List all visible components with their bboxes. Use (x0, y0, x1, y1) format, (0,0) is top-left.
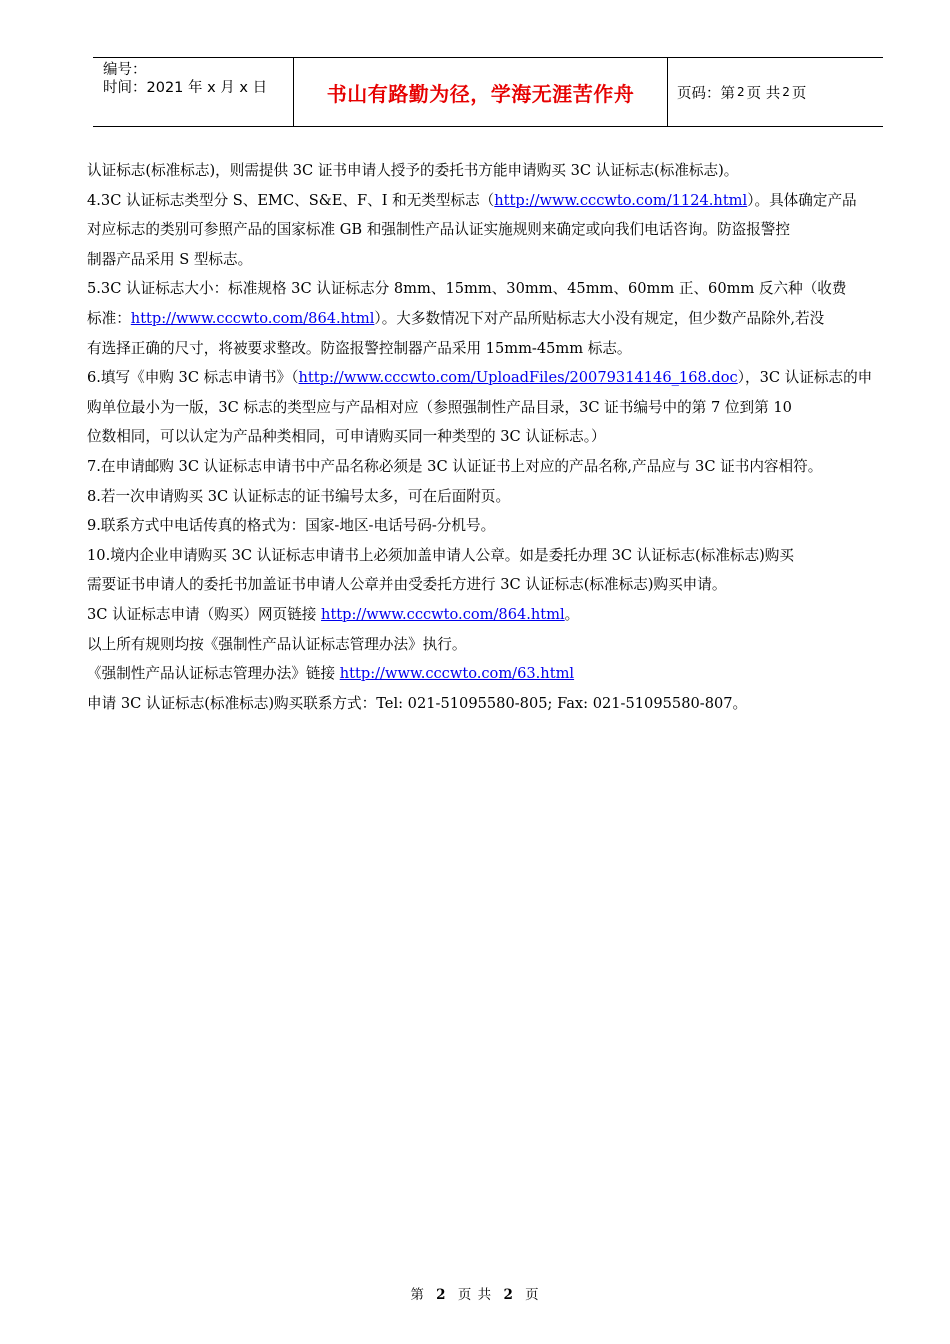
body-line (87, 304, 907, 334)
header-page-mid: 页 共 (746, 85, 781, 102)
document-body (87, 156, 907, 718)
link-application-doc[interactable]: http://www.cccwto.com/UploadFiles/20079314146_168.doc (298, 369, 738, 387)
link-864-fee[interactable]: http://www.cccwto.com/864.html (130, 309, 375, 327)
body-line (87, 659, 907, 689)
header-page-prefix: 页码：第 (677, 85, 735, 102)
body-text: 《强制性产品认证标志管理办法》链接 (87, 665, 340, 683)
header-motto-cell (294, 58, 668, 126)
document-number-label: 编号： (103, 62, 147, 78)
body-line (87, 363, 907, 393)
link-63[interactable]: http://www.cccwto.com/63.html (339, 665, 575, 683)
body-line: 有选择正确的尺寸，将被要求整改。防盗报警控制器产品采用 15mm-45mm 标志。 (87, 339, 632, 357)
footer-page-total: 2 (503, 1287, 514, 1303)
header-page-current: 2 (737, 85, 745, 99)
document-header (93, 57, 883, 127)
header-meta-cell (93, 58, 294, 126)
body-line: 5.3C 认证标志大小：标准规格 3C 认证标志分 8mm、15mm、30mm、45mm、60mm 正、60mm 反六种（收费 (87, 280, 847, 298)
footer-page-current: 2 (436, 1287, 447, 1303)
body-line: 需要证书申请人的委托书加盖证书申请人公章并由受委托方进行 3C 认证标志(标准标志)购买申请。 (87, 576, 727, 594)
body-line: 8.若一次申请购买 3C 认证标志的证书编号太多，可在后面附页。 (87, 487, 511, 505)
body-line (87, 186, 907, 216)
body-text: 6.填写《申购 3C 标志申请书》（ (87, 369, 299, 387)
body-text: 4.3C 认证标志类型分 S、EMC、S&E、F、I 和无类型标志（ (87, 191, 495, 209)
body-line: 位数相同，可以认定为产品种类相同，可申请购买同一种类型的 3C 认证标志。） (87, 428, 606, 446)
body-line (87, 600, 907, 630)
link-864-apply[interactable]: http://www.cccwto.com/864.html (321, 605, 565, 623)
document-time-label: 时间：2021 年 x 月 x 日 (103, 80, 268, 96)
body-text: ）。大多数情况下对产品所贴标志大小没有规定，但少数产品除外,若没 (374, 309, 825, 327)
body-text: 。 (564, 605, 580, 623)
body-line: 认证标志(标准标志)，则需提供 3C 证书申请人授予的委托书方能申请购买 3C 认证标志(标准标志)。 (87, 162, 739, 179)
body-line: 申请 3C 认证标志(标准标志)购买联系方式：Tel: 021-51095580-805; Fax: 021-51095580-807。 (87, 694, 748, 712)
body-text: 标准： (87, 309, 131, 327)
body-line: 制器产品采用 S 型标志。 (87, 250, 253, 268)
body-line: 购单位最小为一版，3C 标志的类型应与产品相对应（参照强制性产品目录，3C 证书编号中的第 7 位到第 10 (87, 398, 792, 416)
body-line: 以上所有规则均按《强制性产品认证标志管理办法》执行。 (87, 635, 467, 653)
body-text: ），3C 认证标志的申 (737, 369, 873, 387)
body-text: ）。具体确定产品 (747, 191, 857, 209)
body-text: 3C 认证标志申请（购买）网页链接 (87, 605, 322, 623)
body-line: 9.联系方式中电话传真的格式为：国家-地区-电话号码-分机号。 (87, 517, 496, 535)
body-line: 10.境内企业申请购买 3C 认证标志申请书上必须加盖申请人公章。如是委托办理 3C 认证标志(标准标志)购买 (87, 546, 794, 564)
footer-suffix: 页 (525, 1287, 540, 1303)
footer-mid: 页 共 (457, 1287, 493, 1303)
header-page-suffix: 页 (791, 85, 807, 102)
link-1124[interactable]: http://www.cccwto.com/1124.html (494, 191, 748, 209)
header-page-cell (668, 58, 883, 126)
header-motto: 书山有路勤为径，学海无涯苦作舟 (326, 81, 635, 106)
body-line: 对应标志的类别可参照产品的国家标准 GB 和强制性产品认证实施规则来确定或向我们电话咨询。防盗报警控 (87, 221, 790, 239)
body-line: 7.在申请邮购 3C 认证标志申请书中产品名称必须是 3C 认证证书上对应的产品名称,产品应与 3C 证书内容相符。 (87, 457, 823, 475)
page-footer (0, 1283, 950, 1303)
header-page-total: 2 (782, 85, 790, 99)
footer-prefix: 第 (410, 1287, 425, 1303)
